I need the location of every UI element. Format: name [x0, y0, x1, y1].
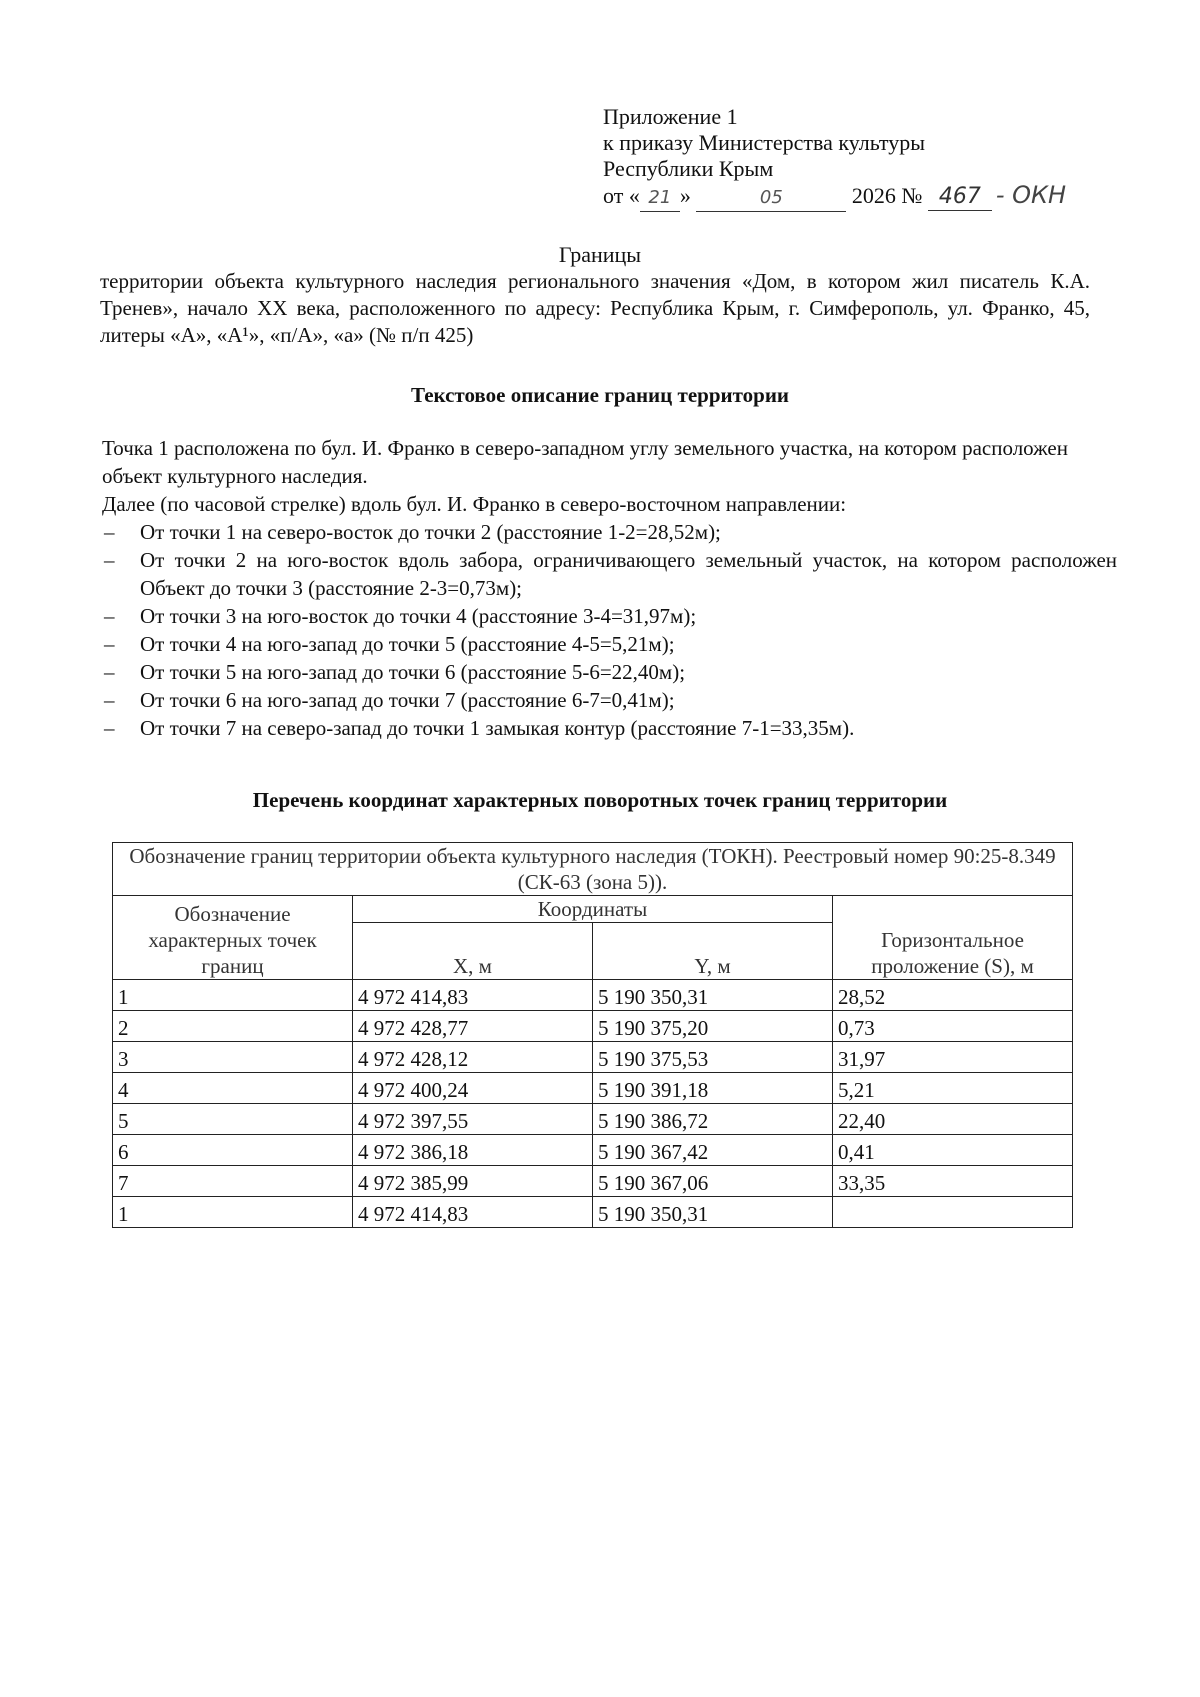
- table-row: [113, 980, 1073, 1011]
- list-item-text: От точки 1 на северо-восток до точки 2 (расстояние 1-2=28,52м);: [140, 520, 721, 544]
- cell-y: 5 190 375,53: [593, 1042, 833, 1073]
- handwritten-order-suffix: - ОКН: [995, 181, 1067, 209]
- cell-s: 5,21: [833, 1073, 1073, 1104]
- list-item: [102, 518, 1117, 546]
- description-paragraph-1: Точка 1 расположена по бул. И. Франко в северо-западном углу земельного участка, на котором расположен объект культурного наследия.: [102, 436, 1068, 488]
- dash-bullet: –: [104, 520, 115, 544]
- cell-y: 5 190 350,31: [593, 1197, 833, 1228]
- table-row: [113, 1104, 1073, 1135]
- cell-x: 4 972 385,99: [353, 1166, 593, 1197]
- cell-x: 4 972 428,12: [353, 1042, 593, 1073]
- dash-bullet: –: [104, 604, 115, 628]
- appendix-line-1: Приложение 1: [603, 104, 738, 129]
- header-x: X, м: [353, 923, 593, 980]
- list-item: [102, 658, 1117, 686]
- header-coordinates: Координаты: [353, 896, 833, 923]
- boundary-segment-list: [102, 518, 1117, 742]
- table-row: [113, 1166, 1073, 1197]
- table-row: [113, 1042, 1073, 1073]
- list-item: [102, 546, 1117, 602]
- appendix-line-2: к приказу Министерства культуры: [603, 130, 926, 155]
- handwritten-day: 21: [640, 185, 680, 212]
- header-horizontal-distance: Горизонтальное проложение (S), м: [833, 896, 1073, 980]
- section-title-coordinates: Перечень координат характерных поворотных точек границ территории: [252, 788, 948, 812]
- list-item-text: От точки 5 на юго-запад до точки 6 (расстояние 5-6=22,40м);: [140, 660, 686, 684]
- document-title: Границы: [558, 242, 642, 267]
- dash-bullet: –: [104, 716, 115, 740]
- table-row: [113, 1197, 1073, 1228]
- dash-bullet: –: [104, 632, 115, 656]
- cell-x: 4 972 397,55: [353, 1104, 593, 1135]
- appendix-date-line: [603, 182, 1123, 212]
- description-paragraph-2: Далее (по часовой стрелке) вдоль бул. И. Франко в северо-восточном направлении:: [102, 492, 847, 516]
- cell-s: 33,35: [833, 1166, 1073, 1197]
- cell-s: 22,40: [833, 1104, 1073, 1135]
- dash-bullet: –: [104, 688, 115, 712]
- handwritten-order-number: 467: [928, 184, 992, 211]
- cell-y: 5 190 350,31: [593, 980, 833, 1011]
- list-item: [102, 686, 1117, 714]
- list-item: [102, 630, 1117, 658]
- cell-s: 28,52: [833, 980, 1073, 1011]
- cell-point: 4: [113, 1073, 353, 1104]
- cell-s: 0,73: [833, 1011, 1073, 1042]
- cell-point: 6: [113, 1135, 353, 1166]
- cell-point: 3: [113, 1042, 353, 1073]
- appendix-header: [603, 104, 1123, 212]
- section-title-description: Текстовое описание границ территории: [410, 383, 790, 407]
- date-mid: »: [679, 183, 691, 208]
- list-item: [102, 714, 1117, 742]
- cell-y: 5 190 375,20: [593, 1011, 833, 1042]
- table-row: [113, 1011, 1073, 1042]
- cell-x: 4 972 400,24: [353, 1073, 593, 1104]
- table-caption: Обозначение границ территории объекта культурного наследия (ТОКН). Реестровый номер 90:25-8.349 (СК-63 (зона 5)).: [113, 843, 1073, 896]
- cell-point: 7: [113, 1166, 353, 1197]
- cell-y: 5 190 391,18: [593, 1073, 833, 1104]
- boundary-description: [102, 434, 1117, 742]
- cell-s: [833, 1197, 1073, 1228]
- handwritten-month: 05: [696, 185, 846, 212]
- cell-s: 0,41: [833, 1135, 1073, 1166]
- dash-bullet: –: [104, 548, 115, 572]
- document-subtitle: территории объекта культурного наследия регионального значения «Дом, в котором жил писатель К.А. Тренев», начало XX века, расположенного по адресу: Республика Крым, г. Симферополь, ул. Франко, 45, литеры «А», «А¹», «п/А», «а» (№ п/п 425): [100, 269, 1090, 347]
- cell-x: 4 972 386,18: [353, 1135, 593, 1166]
- cell-point: 2: [113, 1011, 353, 1042]
- list-item-text: От точки 7 на северо-запад до точки 1 замыкая контур (расстояние 7-1=33,35м).: [140, 716, 855, 740]
- list-item-text: От точки 3 на юго-восток до точки 4 (расстояние 3-4=31,97м);: [140, 604, 697, 628]
- cell-point: 5: [113, 1104, 353, 1135]
- cell-y: 5 190 386,72: [593, 1104, 833, 1135]
- cell-x: 4 972 428,77: [353, 1011, 593, 1042]
- header-point-designation: Обозначение характерных точек границ: [113, 896, 353, 980]
- table-row: [113, 1073, 1073, 1104]
- table-row: [113, 1135, 1073, 1166]
- cell-point: 1: [113, 980, 353, 1011]
- cell-s: 31,97: [833, 1042, 1073, 1073]
- list-item-text: От точки 2 на юго-восток вдоль забора, ограничивающего земельный участок, на котором расположен Объект до точки 3 (расстояние 2-3=0,73м);: [140, 548, 1117, 600]
- coordinates-table: [112, 842, 1073, 1228]
- list-item: [102, 602, 1117, 630]
- date-prefix: от «: [603, 183, 640, 208]
- cell-y: 5 190 367,42: [593, 1135, 833, 1166]
- cell-x: 4 972 414,83: [353, 980, 593, 1011]
- list-item-text: От точки 4 на юго-запад до точки 5 (расстояние 4-5=5,21м);: [140, 632, 675, 656]
- header-y: Y, м: [593, 923, 833, 980]
- cell-x: 4 972 414,83: [353, 1197, 593, 1228]
- appendix-line-3: Республики Крым: [603, 156, 774, 181]
- cell-y: 5 190 367,06: [593, 1166, 833, 1197]
- date-year: 2026 №: [851, 183, 923, 208]
- dash-bullet: –: [104, 660, 115, 684]
- list-item-text: От точки 6 на юго-запад до точки 7 (расстояние 6-7=0,41м);: [140, 688, 675, 712]
- cell-point: 1: [113, 1197, 353, 1228]
